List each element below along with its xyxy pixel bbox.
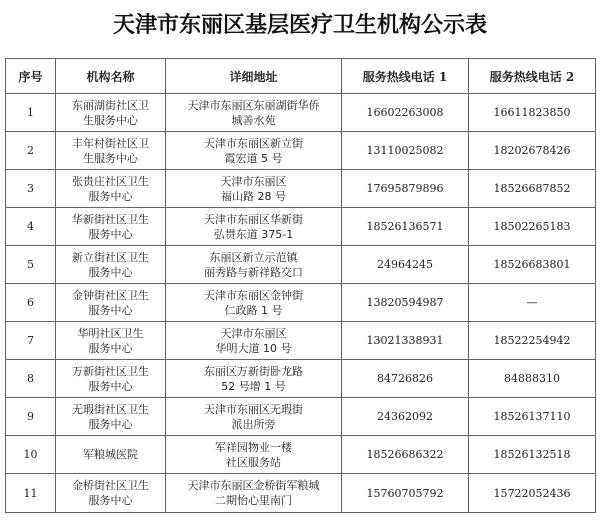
cell-phone-1: 24964245 [342, 246, 469, 284]
cell-address-line: 天津市东丽区 [220, 174, 287, 188]
cell-address [166, 360, 342, 398]
cell-name-line: 服务中心 [88, 341, 133, 355]
page-title: 天津市东丽区基层医疗卫生机构公示表 [112, 12, 487, 38]
cell-address-line: 社区服务站 [226, 455, 281, 469]
cell-address-line: 天津市东丽区无瑕街 [204, 402, 303, 416]
cell-name-line: 服务中心 [88, 227, 133, 241]
cell-name-line: 服务中心 [88, 303, 133, 317]
cell-phone-1: 24362092 [342, 398, 469, 436]
table-row [6, 208, 596, 246]
cell-address-line: 52 号增 1 号 [221, 379, 286, 393]
cell-name [56, 170, 166, 208]
cell-name-line: 服务中心 [88, 189, 133, 203]
cell-address-line: 霞宏道 5 号 [224, 151, 283, 165]
cell-phone-1: 17695879896 [342, 170, 469, 208]
cell-index: 4 [6, 208, 56, 246]
cell-name [56, 132, 166, 170]
cell-name-line: 生服务中心 [83, 113, 138, 127]
header-name: 机构名称 [56, 59, 166, 94]
cell-index: 11 [6, 474, 56, 513]
cell-address [166, 94, 342, 132]
table-row [6, 474, 596, 513]
cell-phone-2: 18202678426 [469, 132, 596, 170]
cell-address-line: 派出所旁 [231, 417, 276, 431]
cell-phone-1: 84726826 [342, 360, 469, 398]
cell-address-line: 天津市东丽区金桥街军粮城 [187, 479, 320, 492]
cell-address [166, 208, 342, 246]
cell-index: 7 [6, 322, 56, 360]
cell-name [56, 94, 166, 132]
cell-address-line: 天津市东丽区金钟街 [204, 288, 303, 302]
cell-address [166, 170, 342, 208]
table-row [6, 246, 596, 284]
cell-phone-2: — [469, 284, 596, 322]
cell-address [166, 474, 342, 513]
cell-address-line: 城善水苑 [231, 113, 276, 127]
cell-name-line: 新立街社区卫生 [72, 250, 149, 264]
cell-index: 5 [6, 246, 56, 284]
cell-phone-1: 13820594987 [342, 284, 469, 322]
cell-index: 3 [6, 170, 56, 208]
cell-address [166, 284, 342, 322]
cell-name [56, 322, 166, 360]
cell-name-line: 服务中心 [88, 417, 133, 431]
cell-address-line: 天津市东丽区 [220, 326, 287, 340]
cell-name [56, 474, 166, 513]
header-address: 详细地址 [166, 59, 342, 94]
cell-address-line: 天津市东丽区东丽湖街华侨 [187, 98, 320, 112]
cell-address [166, 436, 342, 474]
cell-phone-1: 18526686322 [342, 436, 469, 474]
cell-name-line: 张贵庄社区卫生 [72, 174, 149, 188]
cell-index: 6 [6, 284, 56, 322]
table-row [6, 94, 596, 132]
cell-address-line: 华明大道 10 号 [215, 341, 292, 355]
cell-name-line: 东丽湖街社区卫 [72, 98, 149, 112]
cell-name-line: 服务中心 [88, 379, 133, 393]
cell-name-line: 丰年村街社区卫 [72, 136, 149, 150]
institution-table [5, 58, 596, 513]
cell-name-line: 华新街社区卫生 [72, 212, 149, 226]
cell-name-line: 金桥街社区卫生 [72, 479, 149, 492]
cell-name-line: 军粮城医院 [83, 448, 138, 461]
cell-name [56, 360, 166, 398]
header-index: 序号 [6, 59, 56, 94]
cell-phone-2: 84888310 [469, 360, 596, 398]
cell-name [56, 398, 166, 436]
cell-name-line: 万新街社区卫生 [72, 364, 149, 378]
cell-address-line: 东丽区新立示范镇 [209, 250, 298, 264]
cell-address-line: 军祥园物业一楼 [215, 440, 292, 454]
header-phone-2: 服务热线电话 2 [469, 59, 596, 94]
cell-address-line: 天津市东丽区华新街 [204, 212, 303, 226]
cell-phone-2: 18526132518 [469, 436, 596, 474]
cell-address-line: 福山路 28 号 [221, 189, 286, 203]
cell-phone-2: 15722052436 [469, 474, 596, 513]
cell-index: 1 [6, 94, 56, 132]
cell-phone-1: 13021338931 [342, 322, 469, 360]
table-row [6, 398, 596, 436]
table-row [6, 436, 596, 474]
cell-name-line: 服务中心 [88, 494, 133, 507]
cell-name-line: 金钟街社区卫生 [72, 288, 149, 302]
cell-index: 10 [6, 436, 56, 474]
cell-address-line: 东丽区万新街卧龙路 [204, 364, 303, 378]
cell-phone-2: 18522254942 [469, 322, 596, 360]
cell-index: 8 [6, 360, 56, 398]
table-row [6, 132, 596, 170]
cell-phone-1: 15760705792 [342, 474, 469, 513]
cell-phone-2: 18526137110 [469, 398, 596, 436]
cell-name-line: 生服务中心 [83, 151, 138, 165]
cell-phone-2: 18526687852 [469, 170, 596, 208]
cell-address [166, 322, 342, 360]
cell-address-line: 二期怡心里南门 [215, 494, 292, 507]
cell-name-line: 无瑕街社区卫生 [72, 402, 149, 416]
header-phone-1: 服务热线电话 1 [342, 59, 469, 94]
cell-address [166, 132, 342, 170]
cell-phone-2: 18502265183 [469, 208, 596, 246]
cell-address-line: 丽秀路与新祥路交口 [204, 265, 303, 279]
cell-address-line: 仁政路 1 号 [224, 303, 283, 317]
cell-index: 9 [6, 398, 56, 436]
cell-address-line: 弘贯东道 375-1 [213, 227, 294, 241]
cell-address [166, 398, 342, 436]
cell-name-line: 服务中心 [88, 265, 133, 279]
table-row [6, 170, 596, 208]
cell-name [56, 436, 166, 474]
table-row [6, 284, 596, 322]
cell-phone-1: 16602263008 [342, 94, 469, 132]
cell-index: 2 [6, 132, 56, 170]
cell-name [56, 208, 166, 246]
table-row [6, 322, 596, 360]
cell-name [56, 284, 166, 322]
cell-phone-1: 18526136571 [342, 208, 469, 246]
cell-address [166, 246, 342, 284]
cell-name-line: 华明社区卫生 [77, 326, 144, 340]
table-header-row [6, 59, 596, 94]
cell-phone-2: 16611823850 [469, 94, 596, 132]
table-row [6, 360, 596, 398]
cell-address-line: 天津市东丽区新立街 [204, 136, 303, 150]
cell-name [56, 246, 166, 284]
cell-phone-2: 18526683801 [469, 246, 596, 284]
cell-phone-1: 13110025082 [342, 132, 469, 170]
